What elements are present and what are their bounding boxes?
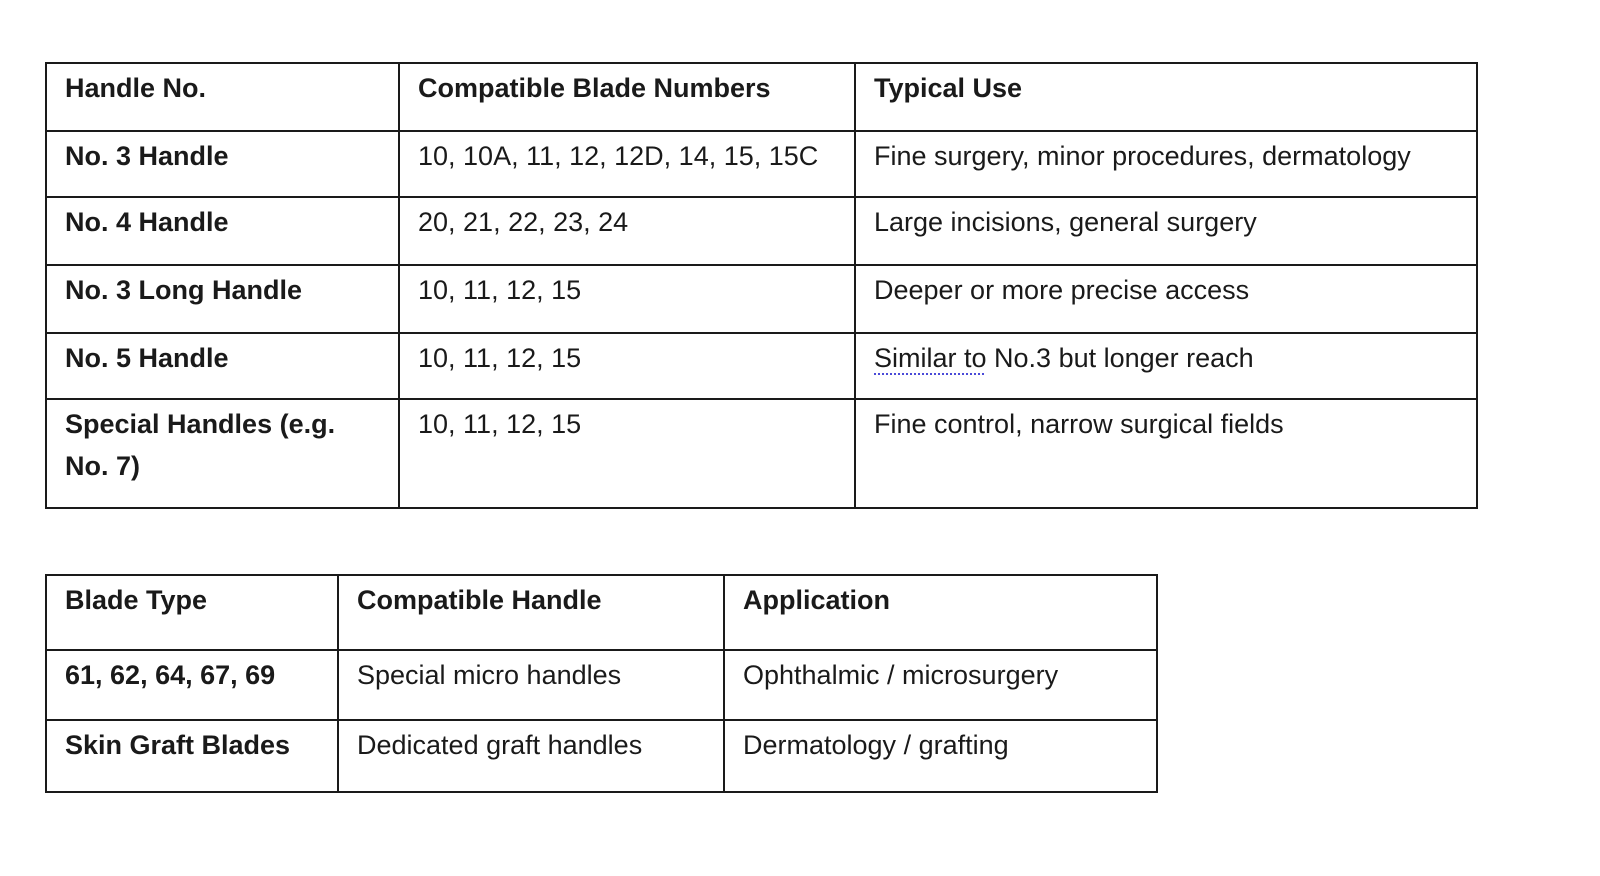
blades-cell: 10, 11, 12, 15: [399, 399, 855, 508]
blades-cell: 10, 10A, 11, 12, 12D, 14, 15, 15C: [399, 131, 855, 197]
use-cell: [855, 333, 1477, 399]
handle-cell: No. 3 Handle: [46, 131, 399, 197]
use-cell: Fine control, narrow surgical fields: [855, 399, 1477, 508]
use-text: No.3 but longer reach: [986, 343, 1254, 373]
use-cell: Fine surgery, minor procedures, dermatology: [855, 131, 1477, 197]
header-application: Application: [724, 575, 1157, 650]
blades-cell: 10, 11, 12, 15: [399, 333, 855, 399]
spellcheck-marked-text[interactable]: Similar to: [874, 343, 987, 373]
application-cell: Ophthalmic / microsurgery: [724, 650, 1157, 720]
blades-table: [45, 574, 1158, 793]
table-row: [46, 197, 1477, 265]
header-typical-use: Typical Use: [855, 63, 1477, 131]
blades-cell: 20, 21, 22, 23, 24: [399, 197, 855, 265]
table-row: [46, 720, 1157, 792]
table-row: [46, 650, 1157, 720]
blade-type-cell: 61, 62, 64, 67, 69: [46, 650, 338, 720]
header-compatible-handle: Compatible Handle: [338, 575, 724, 650]
handle-cell: No. 5 Handle: [46, 333, 399, 399]
table-header-row: [46, 575, 1157, 650]
handle-cell: Special Handles (e.g. No. 7): [46, 399, 399, 508]
table-row: [46, 333, 1477, 399]
use-cell: Large incisions, general surgery: [855, 197, 1477, 265]
header-handle-no: Handle No.: [46, 63, 399, 131]
blades-cell: 10, 11, 12, 15: [399, 265, 855, 333]
header-compatible-blade-numbers: Compatible Blade Numbers: [399, 63, 855, 131]
application-cell: Dermatology / grafting: [724, 720, 1157, 792]
table-row: [46, 265, 1477, 333]
table-row: [46, 399, 1477, 508]
use-cell: Deeper or more precise access: [855, 265, 1477, 333]
handle-cell: No. 4 Handle: [46, 197, 399, 265]
compatible-handle-cell: Special micro handles: [338, 650, 724, 720]
compatible-handle-cell: Dedicated graft handles: [338, 720, 724, 792]
blade-type-cell: Skin Graft Blades: [46, 720, 338, 792]
handles-table: [45, 62, 1478, 509]
handle-cell: No. 3 Long Handle: [46, 265, 399, 333]
header-blade-type: Blade Type: [46, 575, 338, 650]
table-header-row: [46, 63, 1477, 131]
table-row: [46, 131, 1477, 197]
